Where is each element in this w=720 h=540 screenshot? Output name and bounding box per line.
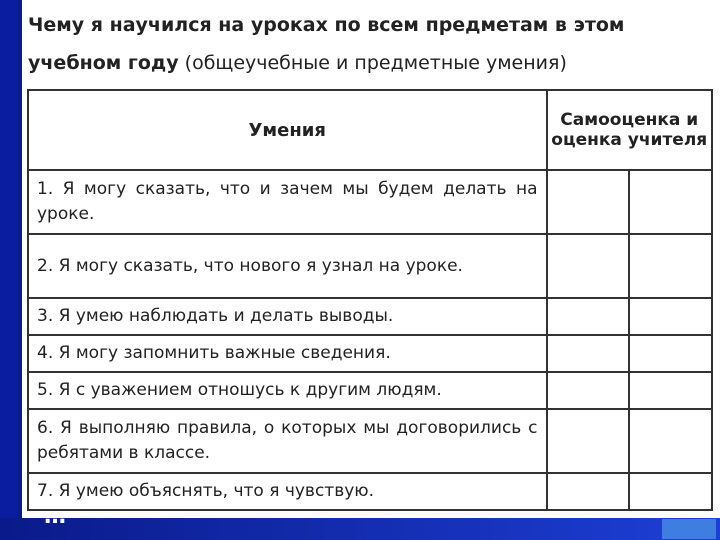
skill-item: 2. Я могу сказать, что нового я узнал на уроке. — [28, 234, 547, 298]
header-assessment: Самооценка и оценка учителя — [547, 90, 713, 170]
self-assessment-cell[interactable] — [547, 234, 629, 298]
teacher-assessment-cell[interactable] — [629, 372, 712, 409]
teacher-assessment-cell[interactable] — [629, 473, 712, 510]
slide-bottom-bar — [0, 518, 720, 540]
self-assessment-cell[interactable] — [547, 409, 629, 473]
skill-item: 5. Я с уважением отношусь к другим людям. — [28, 372, 547, 409]
skill-item: 6. Я выполняю правила, о которых мы договорились с ребятами в классе. — [28, 409, 547, 473]
skill-item: 1. Я могу сказать, что и зачем мы будем делать на уроке. — [28, 170, 547, 234]
page-heading — [28, 6, 718, 82]
skill-item: 4. Я могу запомнить важные сведения. — [28, 335, 547, 372]
table-header-row — [28, 90, 712, 170]
self-assessment-cell[interactable] — [547, 372, 629, 409]
self-assessment-cell[interactable] — [547, 335, 629, 372]
slide-left-bar — [0, 0, 18, 540]
slide-corner-box — [662, 519, 716, 539]
self-assessment-cell[interactable] — [547, 473, 629, 510]
teacher-assessment-cell[interactable] — [629, 409, 712, 473]
table-row — [28, 298, 712, 335]
skills-table — [27, 89, 713, 511]
skill-item: 3. Я умею наблюдать и делать выводы. — [28, 298, 547, 335]
heading-subtitle: (общеучебные и предметные умения) — [184, 52, 567, 74]
teacher-assessment-cell[interactable] — [629, 234, 712, 298]
skill-item: 7. Я умею объяснять, что я чувствую. — [28, 473, 547, 510]
heading-title: Чему я научился на уроках по всем предметам в этом учебном году — [28, 14, 625, 74]
table-row — [28, 372, 712, 409]
self-assessment-cell[interactable] — [547, 170, 629, 234]
teacher-assessment-cell[interactable] — [629, 298, 712, 335]
table-row — [28, 170, 712, 234]
worksheet-page — [22, 0, 720, 518]
header-skills: Умения — [28, 90, 547, 170]
table-row — [28, 234, 712, 298]
table-row — [28, 473, 712, 510]
table-row — [28, 335, 712, 372]
teacher-assessment-cell[interactable] — [629, 335, 712, 372]
slide-ellipsis: … — [44, 504, 67, 529]
teacher-assessment-cell[interactable] — [629, 170, 712, 234]
self-assessment-cell[interactable] — [547, 298, 629, 335]
table-row — [28, 409, 712, 473]
